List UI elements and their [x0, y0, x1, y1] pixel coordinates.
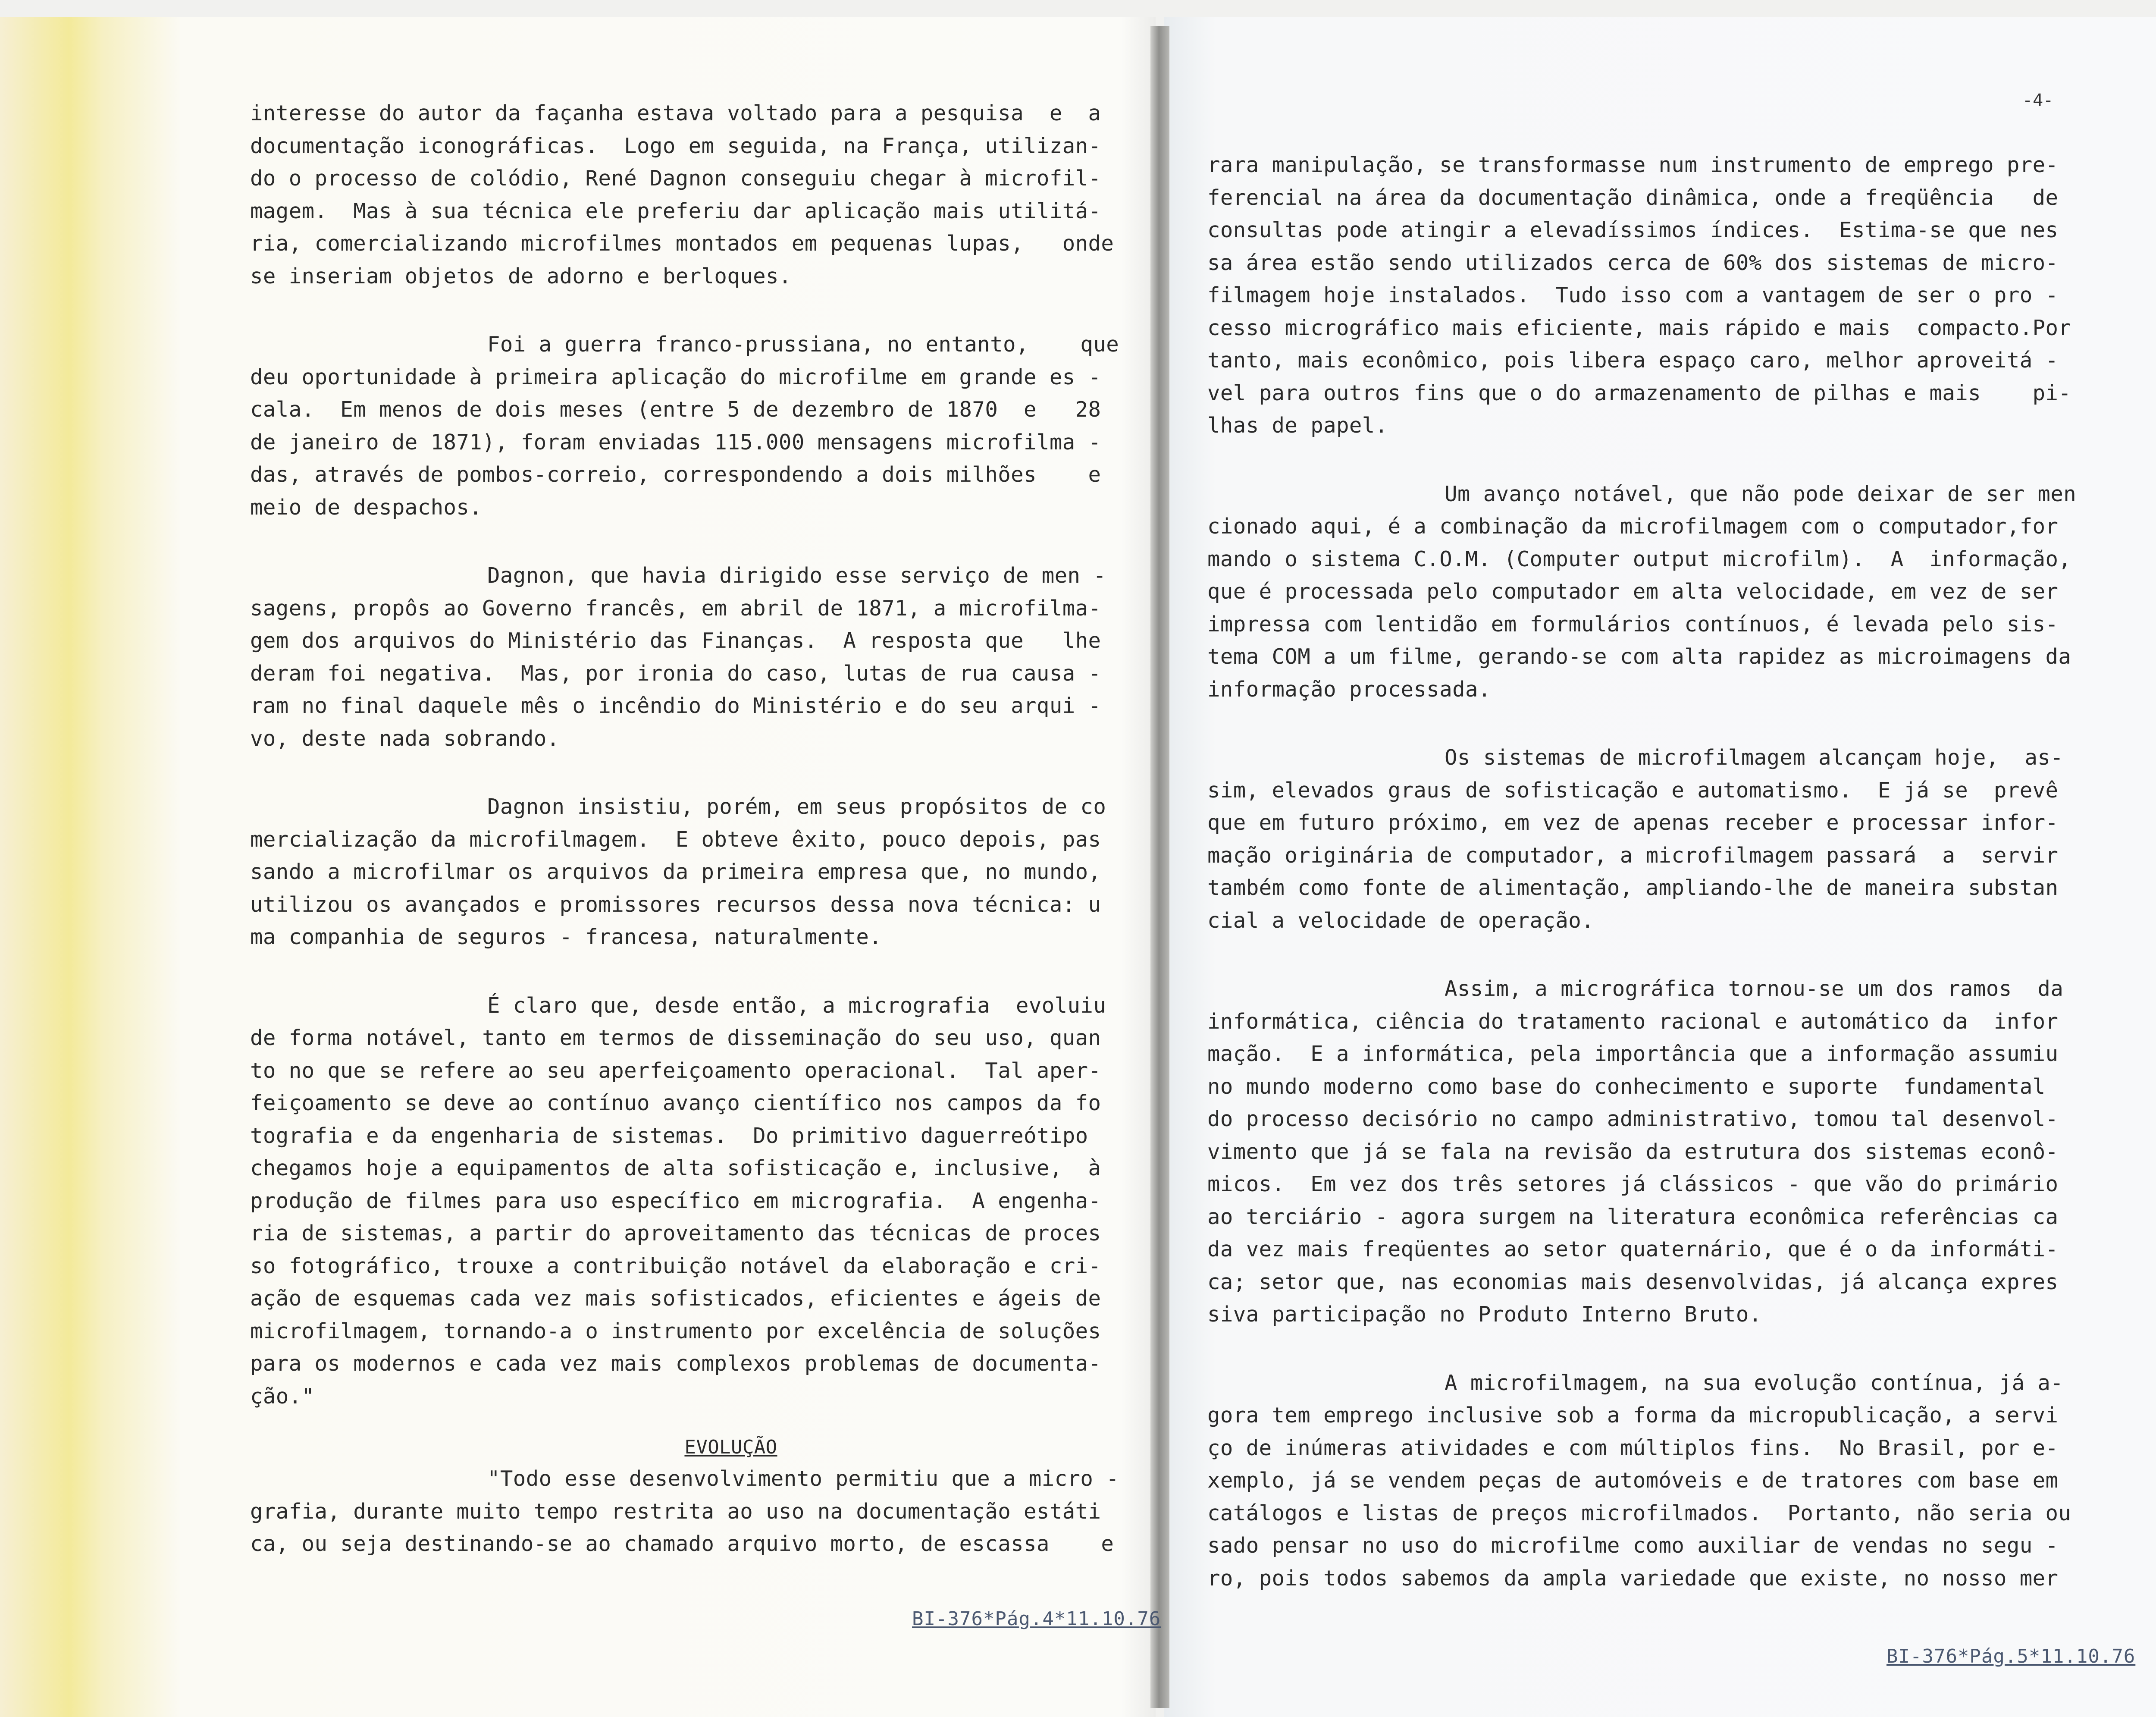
paragraph [1207, 1367, 2096, 1595]
paragraph [1207, 478, 2096, 706]
text-line: feiçoamento se deve ao contínuo avanço científico nos campos da fo [250, 1091, 1101, 1115]
text-line: utilizou os avançados e promissores recursos dessa nova técnica: u [250, 892, 1101, 917]
right-page-footer: BI-376*Pág.5*11.10.76 [1887, 1645, 2136, 1667]
paragraph [250, 328, 1125, 524]
text-line: vimento que já se fala na revisão da estrutura dos sistemas econô- [1207, 1139, 2059, 1164]
section-title: EVOLUÇÃO [684, 1436, 777, 1458]
text-line: informação processada. [1207, 677, 1491, 702]
text-line: to no que se refere ao seu aperfeiçoamento operacional. Tal aper- [250, 1058, 1101, 1083]
text-line: se inseriam objetos de adorno e berloques. [250, 264, 792, 289]
text-line: grafia, durante muito tempo restrita ao uso na documentação estáti [250, 1499, 1101, 1524]
text-line: que é processada pelo computador em alta velocidade, em vez de ser [1207, 579, 2059, 604]
text-line: Assim, a micrográfica tornou-se um dos ramos da [1445, 976, 2064, 1001]
text-line: catálogos e listas de preços microfilmados. Portanto, não seria ou [1207, 1500, 2071, 1526]
page-number: -4- [2022, 91, 2054, 110]
text-line: do processo decisório no campo administrativo, tomou tal desenvol- [1207, 1107, 2059, 1131]
left-page-text [250, 97, 1125, 1596]
text-line: tografia e da engenharia de sistemas. Do primitivo daguerreótipo [250, 1123, 1088, 1148]
text-line: cial a velocidade de operação. [1207, 908, 1595, 933]
text-line: mação. E a informática, pela importância que a informação assumiu [1207, 1042, 2059, 1066]
text-line: Dagnon insistiu, porém, em seus propósitos de co [487, 794, 1106, 819]
text-line: sado pensar no uso do microfilme como auxiliar de vendas no segu - [1207, 1533, 2059, 1558]
paragraph [250, 97, 1125, 292]
text-line: ria, comercializando microfilmes montados em pequenas lupas, onde [250, 231, 1114, 256]
text-line: xemplo, já se vendem peças de automóveis e de tratores com base em [1207, 1468, 2059, 1493]
text-line: para os modernos e cada vez mais complexos problemas de documenta- [250, 1351, 1101, 1376]
paragraph [250, 791, 1125, 954]
text-line: siva participação no Produto Interno Bruto. [1207, 1302, 1762, 1327]
text-line: filmagem hoje instalados. Tudo isso com a vantagem de ser o pro - [1207, 283, 2059, 308]
text-line: vo, deste nada sobrando. [250, 726, 560, 751]
text-line: cesso micrográfico mais eficiente, mais rápido e mais compacto.Por [1207, 315, 2071, 340]
text-line: Os sistemas de microfilmagem alcançam hoje, as- [1445, 745, 2064, 770]
text-line: da vez mais freqüentes ao setor quaternário, que é o da informáti- [1207, 1237, 2059, 1262]
text-line: ram no final daquele mês o incêndio do Ministério e do seu arqui - [250, 694, 1101, 718]
text-line: Dagnon, que havia dirigido esse serviço de men - [487, 563, 1106, 588]
text-line: ca, ou seja destinando-se ao chamado arquivo morto, de escassa e [250, 1532, 1114, 1556]
text-line: sim, elevados graus de sofisticação e automatismo. E já se prevê [1207, 778, 2059, 803]
text-line: "Todo esse desenvolvimento permitiu que a micro - [487, 1466, 1119, 1491]
text-line: sando a microfilmar os arquivos da primeira empresa que, no mundo, [250, 860, 1101, 884]
text-line: ao terciário - agora surgem na literatura econômica referências ca [1207, 1204, 2059, 1229]
text-line: so fotográfico, trouxe a contribuição notável da elaboração e cri- [250, 1253, 1101, 1278]
text-line: ção." [250, 1384, 315, 1409]
text-line: deu oportunidade à primeira aplicação do microfilme em grande es - [250, 364, 1101, 389]
paragraph [250, 559, 1125, 755]
text-line: Um avanço notável, que não pode deixar de ser men [1445, 481, 2077, 506]
text-line: lhas de papel. [1207, 413, 1388, 438]
text-line: sagens, propôs ao Governo francês, em abril de 1871, a microfilma- [250, 596, 1101, 621]
text-line: que em futuro próximo, em vez de apenas receber e processar infor- [1207, 810, 2059, 835]
text-line: microfilmagem, tornando-a o instrumento por excelência de soluções [250, 1318, 1101, 1343]
text-line: cala. Em menos de dois meses (entre 5 de dezembro de 1870 e 28 [250, 397, 1101, 422]
text-line: no mundo moderno como base do conhecimento e suporte fundamental [1207, 1074, 2046, 1099]
text-line: rara manipulação, se transformasse num instrumento de emprego pre- [1207, 153, 2059, 177]
text-line: ação de esquemas cada vez mais sofisticados, eficientes e ágeis de [250, 1286, 1101, 1311]
text-line: mando o sistema C.O.M. (Computer output microfilm). A informação, [1207, 546, 2071, 571]
text-line: ro, pois todos sabemos da ampla variedade que existe, no nosso mer [1207, 1566, 2059, 1591]
paragraph [1207, 741, 2096, 937]
left-page-footer: BI-376*Pág.4*11.10.76 [912, 1608, 1161, 1630]
text-line: ço de inúmeras atividades e com múltiplos fins. No Brasil, por e- [1207, 1435, 2059, 1460]
text-line: magem. Mas à sua técnica ele preferiu dar aplicação mais utilitá- [250, 198, 1101, 223]
book-gutter [1150, 26, 1169, 1708]
text-line: documentação iconográficas. Logo em seguida, na França, utilizan- [250, 133, 1101, 158]
text-line: gora tem emprego inclusive sob a forma da micropublicação, a servi [1207, 1403, 2059, 1428]
text-line: de janeiro de 1871), foram enviadas 115.000 mensagens microfilma - [250, 430, 1101, 455]
right-page-text [1207, 149, 2096, 1630]
text-line: Foi a guerra franco-prussiana, no entanto, que [487, 332, 1119, 357]
text-line: mação originária de computador, a microfilmagem passará a servir [1207, 843, 2059, 868]
text-line: micos. Em vez dos três setores já clássicos - que vão do primário [1207, 1172, 2059, 1196]
text-line: das, através de pombos-correio, correspondendo a dois milhões e [250, 462, 1101, 487]
text-line: cionado aqui, é a combinação da microfilmagem com o computador,for [1207, 514, 2059, 539]
text-line: produção de filmes para uso específico em micrografia. A engenha- [250, 1188, 1101, 1213]
text-line: A microfilmagem, na sua evolução contínua, já a- [1445, 1370, 2064, 1395]
paragraph [250, 1463, 1125, 1560]
text-line: consultas pode atingir a elevadíssimos índices. Estima-se que nes [1207, 218, 2059, 242]
text-line: vel para outros fins que o do armazenamento de pilhas e mais pi- [1207, 380, 2071, 405]
text-line: tema COM a um filme, gerando-se com alta rapidez as microimagens da [1207, 644, 2071, 669]
text-line: ca; setor que, nas economias mais desenvolvidas, já alcança expres [1207, 1269, 2059, 1294]
paragraph [1207, 149, 2096, 442]
text-line: ferencial na área da documentação dinâmica, onde a freqüência de [1207, 185, 2059, 210]
text-line: sa área estão sendo utilizados cerca de 60% dos sistemas de micro- [1207, 250, 2059, 275]
text-line: É claro que, desde então, a micrografia evoluiu [487, 993, 1106, 1018]
text-line: também como fonte de alimentação, ampliando-lhe de maneira substan [1207, 876, 2059, 900]
text-line: gem dos arquivos do Ministério das Finanças. A resposta que lhe [250, 628, 1101, 653]
text-line: ria de sistemas, a partir do aproveitamento das técnicas de proces [250, 1221, 1101, 1246]
paragraph [1207, 973, 2096, 1331]
text-line: deram foi negativa. Mas, por ironia do caso, lutas de rua causa - [250, 661, 1101, 686]
text-line: chegamos hoje a equipamentos de alta sofisticação e, inclusive, à [250, 1156, 1101, 1180]
paragraph [250, 989, 1125, 1413]
text-line: meio de despachos. [250, 495, 483, 520]
text-line: tanto, mais econômico, pois libera espaço caro, melhor aproveitá - [1207, 348, 2059, 373]
text-line: impressa com lentidão em formulários contínuos, é levada pelo sis- [1207, 612, 2059, 637]
text-line: interesse do autor da façanha estava voltado para a pesquisa e a [250, 101, 1101, 126]
text-line: do o processo de colódio, René Dagnon conseguiu chegar à microfil- [250, 166, 1101, 191]
text-line: informática, ciência do tratamento racional e automático da infor [1207, 1009, 2059, 1034]
text-line: ma companhia de seguros - francesa, naturalmente. [250, 925, 882, 949]
text-line: mercialização da microfilmagem. E obteve êxito, pouco depois, pas [250, 827, 1101, 852]
text-line: de forma notável, tanto em termos de disseminação do seu uso, quan [250, 1026, 1101, 1050]
